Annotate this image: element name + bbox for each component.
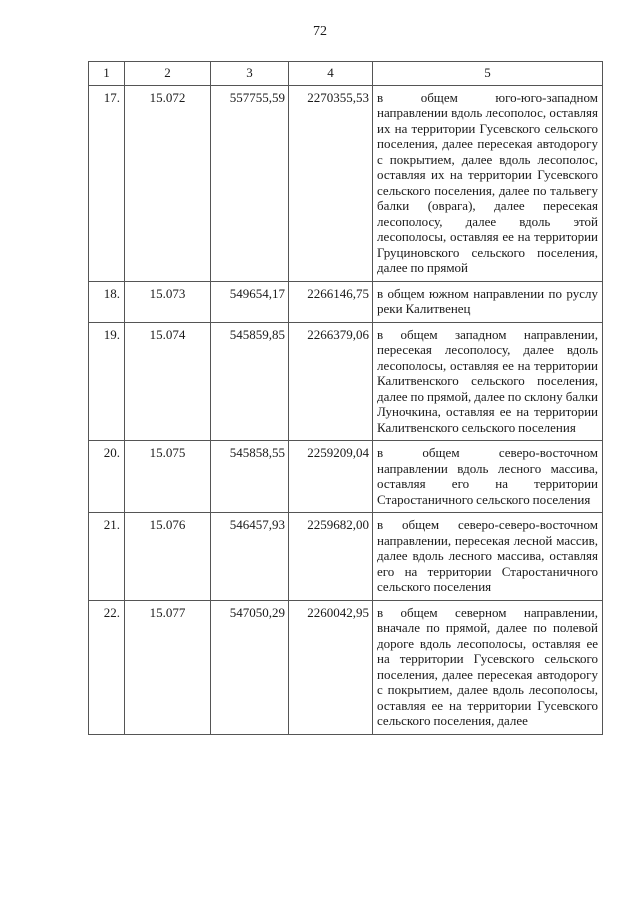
point-id: 15.075 xyxy=(125,441,211,513)
point-id: 15.074 xyxy=(125,322,211,441)
coordinate-y: 2266379,06 xyxy=(289,322,373,441)
point-id: 15.072 xyxy=(125,85,211,281)
row-number: 22. xyxy=(89,600,125,734)
table-row xyxy=(89,513,603,601)
table-header-row xyxy=(89,62,603,86)
boundary-description: в общем северном направлении, вначале по прямой, далее по полевой дороге вдоль лесополосы, оставляя ее на территории Гусевского сельского поселения, далее пересекая автодорогу с покрытием, далее вдоль лесополосы, оставляя ее на территории Гусевского сельского поселения, далее xyxy=(373,600,603,734)
coordinate-x: 549654,17 xyxy=(211,281,289,322)
row-number: 20. xyxy=(89,441,125,513)
row-number: 21. xyxy=(89,513,125,601)
coordinate-y: 2266146,75 xyxy=(289,281,373,322)
point-id: 15.073 xyxy=(125,281,211,322)
row-number: 17. xyxy=(89,85,125,281)
boundary-description: в общем северо-северо-восточном направлении, пересекая лесной массив, далее вдоль лесного массива, оставляя его на территории Старостаничного сельского поселения xyxy=(373,513,603,601)
coordinate-x: 547050,29 xyxy=(211,600,289,734)
row-number: 19. xyxy=(89,322,125,441)
table-row xyxy=(89,85,603,281)
boundary-description: в общем северо-восточном направлении вдоль лесного массива, оставляя его на территории Старостаничного сельского поселения xyxy=(373,441,603,513)
boundary-description: в общем западном направлении, пересекая лесополосу, далее вдоль лесополосы, оставляя ее на территории Калитвенского сельского поселения, далее по прямой, далее по склону балки Луночкина, оставляя ее на территории Калитвенского сельского поселения xyxy=(373,322,603,441)
table-row xyxy=(89,441,603,513)
header-col-1: 1 xyxy=(89,62,125,86)
coordinate-y: 2270355,53 xyxy=(289,85,373,281)
header-col-3: 3 xyxy=(211,62,289,86)
table-row xyxy=(89,322,603,441)
coordinate-x: 545859,85 xyxy=(211,322,289,441)
coordinate-y: 2259682,00 xyxy=(289,513,373,601)
boundary-table xyxy=(88,61,603,735)
boundary-description: в общем южном направлении по руслу реки Калитвенец xyxy=(373,281,603,322)
table-row xyxy=(89,281,603,322)
point-id: 15.076 xyxy=(125,513,211,601)
page-number: 72 xyxy=(313,24,327,39)
coordinate-y: 2259209,04 xyxy=(289,441,373,513)
coordinate-x: 545858,55 xyxy=(211,441,289,513)
header-col-4: 4 xyxy=(289,62,373,86)
boundary-description: в общем юго-юго-западном направлении вдоль лесополос, оставляя их на территории Гусевского сельского поселения, далее пересекая автодорогу с покрытием, далее вдоль лесополос, оставляя их на территории Гусевского сельского поселения, далее по тальвегу балки (оврага), далее пересекая лесополосу, далее вдоль этой лесополосы, оставляя ее на территории Груциновского сельского поселения, далее по прямой xyxy=(373,85,603,281)
coordinate-x: 557755,59 xyxy=(211,85,289,281)
table-row xyxy=(89,600,603,734)
point-id: 15.077 xyxy=(125,600,211,734)
header-col-2: 2 xyxy=(125,62,211,86)
coordinate-x: 546457,93 xyxy=(211,513,289,601)
row-number: 18. xyxy=(89,281,125,322)
header-col-5: 5 xyxy=(373,62,603,86)
coordinate-y: 2260042,95 xyxy=(289,600,373,734)
